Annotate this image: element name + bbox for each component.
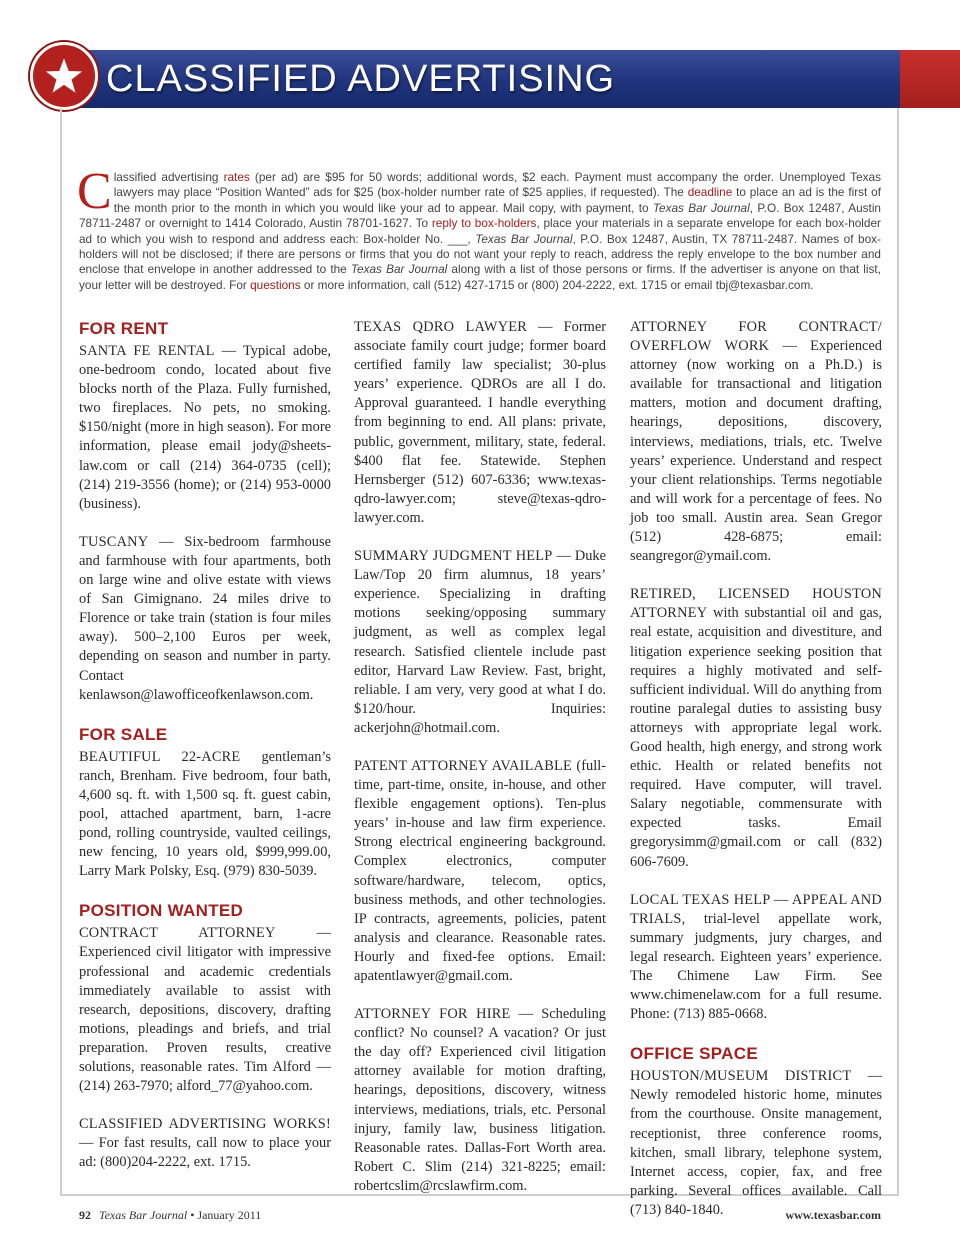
intro-text: , P.O. Box 12487, Austin, TX 78711-2487. Names of box-holders will not be disclosed; if there are persons or firms that you do not want your reply to reach, address the reply envelope to the box number and enclose that envelope in another addressed to the xyxy=(79,231,881,277)
star-icon xyxy=(44,56,84,96)
ad-body: gentleman’s ranch, Brenham. Five bedroom, four bath, 4,600 sq. ft. with 1,500 sq. ft. guest cabin, pool, attached apartment, barn, 1-acre pond, rolling countryside, vaulted ceilings, new fencing, 10 years old, $999,999.00, Larry Mark Polsky, Esq. (979) 830-5039. xyxy=(79,748,332,880)
ad-lead: CONTRACT ATTORNEY xyxy=(79,925,276,942)
ad-lead: RETIRED, LICENSED HOUSTON ATTORNEY xyxy=(630,586,882,622)
ad-lead: BEAUTIFUL 22-ACRE xyxy=(79,748,241,765)
intro-text: to place an ad is the first of the month prior to the month in which you would like your ad to appear. Mail copy, with payment, to xyxy=(113,185,881,215)
page-footer xyxy=(79,1208,881,1223)
header-banner xyxy=(0,50,960,108)
ad-body: — Duke Law/Top 20 firm alumnus, 18 years’ experience. Specializing in drafting motions seeking/opposing summary judgment, as well as complex legal research. Satisfied clientele include past editor, Harvard Law Review. Fast, bright, reliable. I am very, very good at what I do. $120/hour. Inquiries: ackerjohn@hotmail.com. xyxy=(354,548,606,736)
page-number: 92 xyxy=(79,1208,91,1222)
journal-name: Texas Bar Journal xyxy=(475,231,573,246)
ad-lead: ATTORNEY FOR CONTRACT/ OVERFLOW WORK xyxy=(630,319,882,355)
ad-lead: TEXAS QDRO LAWYER xyxy=(354,319,528,335)
intro-text: lassified advertising xyxy=(113,170,224,184)
ad-lead: SUMMARY JUDGMENT HELP xyxy=(354,548,553,565)
ad-santa-fe-rental xyxy=(79,342,331,514)
intro-text: , P.O. Box 12487, Austin 78711-2487 or overnight to 1414 Colorado, Austin 78701-1627. To xyxy=(79,200,881,231)
dropcap: C xyxy=(77,163,112,220)
section-heading-for-sale: FOR SALE xyxy=(79,724,168,744)
ad-body: — For fast results, call now to place your ad: (800)204-2222, ext. 1715. xyxy=(79,1135,331,1171)
ad-lead: SANTA FE RENTAL xyxy=(79,343,215,359)
ad-lead: CLASSIFIED ADVERTISING WORKS! xyxy=(79,1116,331,1133)
footer-url[interactable]: www.texasbar.com xyxy=(785,1208,881,1222)
ad-attorney-for-hire xyxy=(354,1005,606,1196)
reply-keyword: reply to box-holders xyxy=(431,216,537,231)
ad-overflow-work xyxy=(630,318,882,566)
intro-text: (per ad) are $95 for 50 words; additional words, $2 each. Payment must accompany the order. Unemployed Texas lawyers may place “Position Wanted” ads for $25 (box-holder number rate of $25 applies, if requested). The xyxy=(113,170,882,200)
ad-body: — Scheduling conflict? No counsel? A vacation? Or just the day off? Experienced civil litigation attorney available for motion drafting, hearings, depositions, discovery, witness interviews, mediations, trials, etc. Personal injury, family law, business litigation. Reasonable rates. Dallas-Fort Worth area. Robert C. Slim (214) 321-8225; email: robertcslim@rcslawfirm.com. xyxy=(354,1006,606,1194)
column-3 xyxy=(630,318,882,1239)
footer-journal: Texas Bar Journal xyxy=(99,1208,188,1222)
intro-text: along with a list of those persons or firms. If the advertiser is anyone on that list, your letter will be destroyed. For xyxy=(79,262,881,292)
ad-lead: PATENT ATTORNEY AVAILABLE xyxy=(354,757,573,774)
ad-classified-works xyxy=(79,1115,331,1172)
ad-body: with substantial oil and gas, real estate, acquisition and divestiture, and litigation experience seeking position that requires a highly motivated and self-sufficient individual. Will do anything from routine paralegal duties to assisting busy attorneys with appropriate legal work. Good health, high energy, and strong work ethic. Health or related benefits not required. Have computer, will travel. Salary negotiable, commensurate with expected tasks. Email gregorysimm@gmail.com or call (832) 606-7609. xyxy=(630,605,882,870)
ad-contract-attorney xyxy=(79,924,331,1096)
journal-name: Texas Bar Journal xyxy=(652,200,750,215)
footer-separator: • xyxy=(190,1208,195,1222)
ad-tuscany xyxy=(79,533,331,705)
journal-name: Texas Bar Journal xyxy=(350,262,448,277)
ad-body: trial-level appellate work, summary judgments, jury charges, and legal research. Eighteen years’ experience. The Chimene Law Firm. See www.chimenelaw.com for a full resume. Phone: (713) 885-0668. xyxy=(630,910,882,1023)
ad-qdro-lawyer xyxy=(354,318,606,528)
star-seal-icon xyxy=(30,42,98,110)
section-heading-position-wanted: POSITION WANTED xyxy=(79,901,244,921)
intro-paragraph xyxy=(77,163,882,293)
section-heading-office-space: OFFICE SPACE xyxy=(630,1044,758,1064)
ad-retired-houston-attorney xyxy=(630,585,882,871)
page-title: CLASSIFIED ADVERTISING xyxy=(106,58,616,100)
ad-body: — Former associate family court judge; former board certified family law specialist; 30-plus years’ experience. QDROs are all I do. Approval guaranteed. I handle everything from beginning to end. All plans: private, public, government, military, state, federal. $400 flat fee. Statewide. Stephen Hernsberger (512) 607-6336; www.texas-qdro-lawyer.com; steve@texas-qdro-lawyer.com. xyxy=(354,319,606,526)
intro-text: or more information, call (512) 427-1715 or (800) 204-2222, ext. 1715 or email tbj@texasbar.com. xyxy=(300,277,814,292)
ad-patent-attorney xyxy=(354,757,606,986)
footer-date: January 2011 xyxy=(197,1208,262,1222)
ad-body: — Experienced civil litigator with impressive professional and academic credentials immediately available to assist with research, depositions, discovery, drafting motions, pleadings and briefs, and trial preparation. Proven results, creative solutions, reasonable rates. Tim Alford — (214) 263-7970; alford_77@yahoo.com. xyxy=(79,925,331,1095)
ad-body: (full-time, part-time, onsite, in-house, and other flexible engagement options). Ten-plus years’ in-house and law firm experience. Strong electrical engineering background. Complex electronics, computer software/hardware, telecom, optics, business methods, and other technologies. IP contracts, agreements, policies, patent analysis and clearance. Reasonable rates. Hourly and fixed-fee options. Email: apatentlawyer@gmail.com. xyxy=(354,757,607,984)
ad-houston-museum-district xyxy=(630,1067,882,1220)
ad-ranch xyxy=(79,748,331,882)
ad-body: — Six-bedroom farmhouse and farmhouse with four apartments, both on large wine and olive estate with views of San Gimignano. 24 miles drive to Florence or take train (station is four miles away). 500–2,100 Euros per week, depending on season and number in party. Contact kenlawson@lawofficeofkenlawson.com. xyxy=(79,533,331,703)
ad-body: — Typical adobe, one-bedroom condo, located about five blocks north of the Plaza. Fully furnished, two fireplaces. No pets, no smoking. $150/night (more in high season). For more information, please email jody@sheets-law.com or call (214) 364-0735 (cell); (214) 219-3556 (home); or (214) 953-0000 (business). xyxy=(79,343,331,512)
deadline-keyword: deadline xyxy=(687,185,733,200)
banner-red-bar xyxy=(900,50,960,108)
rates-keyword: rates xyxy=(223,170,250,184)
ad-lead: LOCAL TEXAS HELP — APPEAL AND TRIALS, xyxy=(630,891,882,927)
column-2 xyxy=(354,318,606,1215)
ad-body: — Newly remodeled historic home, minutes from the courthouse. Onsite management, receptionist, three conference rooms, kitchen, small library, telephone system, Internet access, copier, fax, and free parking. Several offices available. Call (713) 840-1840. xyxy=(630,1068,882,1218)
ad-lead: TUSCANY xyxy=(79,533,149,550)
intro-text: , place your materials in a separate envelope for each box-holder ad to which you wish to respond and address each: Box-holder No. ___, xyxy=(79,216,881,246)
ad-summary-judgment xyxy=(354,547,606,738)
ad-local-texas-help xyxy=(630,891,882,1025)
ad-body: — Experienced attorney (now working on a Ph.D.) is available for transactional and litigation matters, motion and document drafting, hearings, depositions, discovery, interviews, mediations, trials, etc. Twelve years’ experience. Understand and respect your client relationships. Terms negotiable and will work for a percentage of fees. No job too small. Austin area. Sean Gregor (512) 428-6875; email: seangregor@ymail.com. xyxy=(630,338,883,565)
column-1 xyxy=(79,318,331,1191)
ad-lead: ATTORNEY FOR HIRE xyxy=(354,1006,511,1023)
ad-lead: HOUSTON/MUSEUM DISTRICT xyxy=(630,1068,852,1085)
questions-keyword: questions xyxy=(250,277,301,292)
section-heading-for-rent: FOR RENT xyxy=(79,319,169,338)
